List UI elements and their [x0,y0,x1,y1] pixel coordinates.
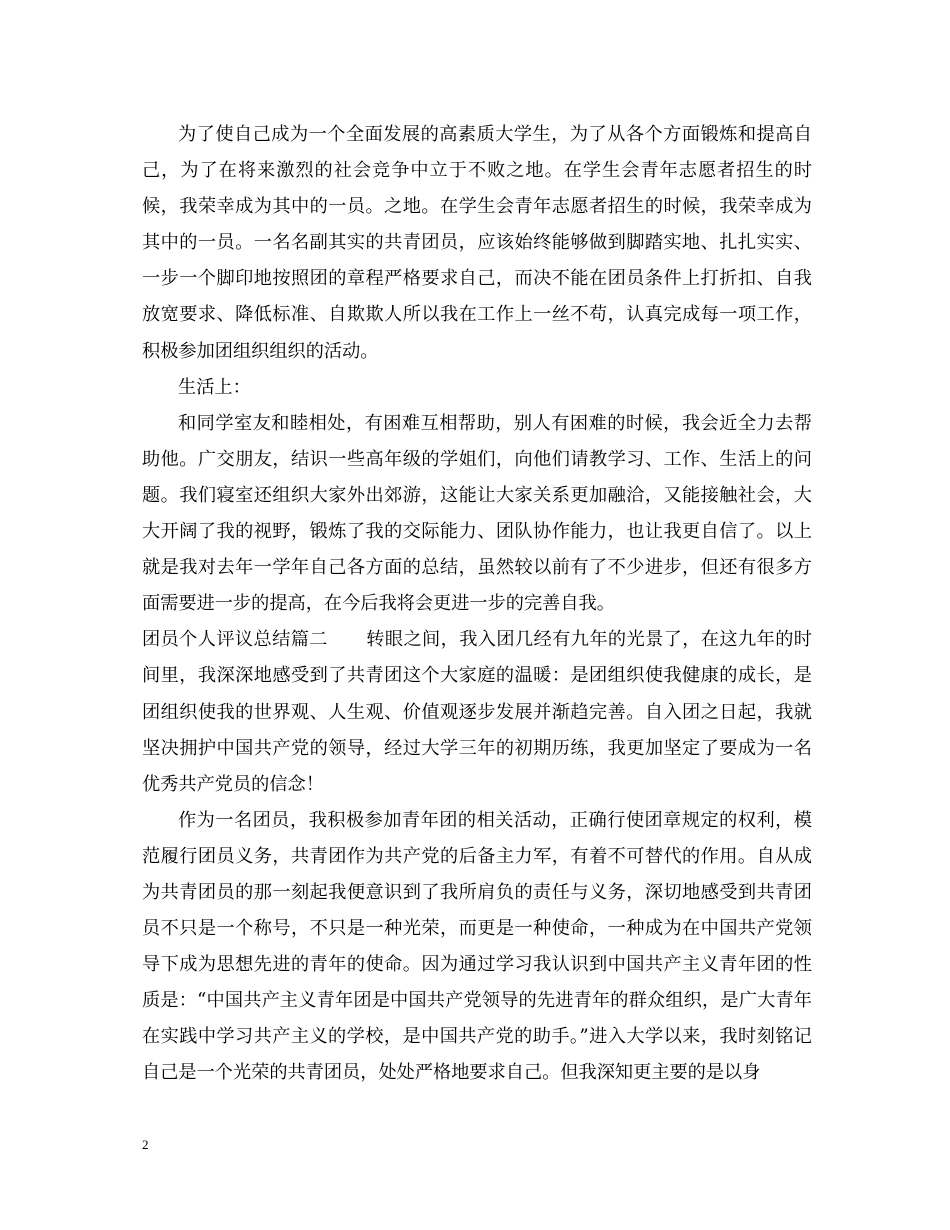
page-number: 2 [142,1137,149,1152]
paragraph-volunteer: 为了使自己成为一个全面发展的高素质大学生，为了从各个方面锻炼和提高自己，为了在将来激烈的社会竞争中立于不败之地。在学生会青年志愿者招生的时候，我荣幸成为其中的一员。之地。在学生会青年志愿者招生的时候，我荣幸成为其中的一员。一名名副其实的共青团员，应该始终能够做到脚踏实地、扎扎实实、一步一个脚印地按照团的章程严格要求自己，而决不能在团员条件上打折扣、自我放宽要求、降低标准、自欺欺人所以我在工作上一丝不苟，认真完成每一项工作，积极参加团组织组织的活动。 [142,124,812,362]
section-two [142,622,812,802]
paragraph-life: 和同学室友和睦相处，有困难互相帮助，别人有困难的时候，我会近全力去帮助他。广交朋友，结识一些高年级的学姐们，向他们请教学习、工作、生活上的问题。我们寝室还组织大家外出郊游，这能让大家关系更加融洽，又能接触社会，大大开阔了我的视野，锻炼了我的交际能力、团队协作能力，也让我更自信了。以上就是我对去年一学年自己各方面的总结，虽然较以前有了不少进步，但还有很多方面需要进一步的提高，在今后我将会更进一步的完善自我。 [142,412,812,615]
section-lead-text: 转眼之间，我入团几经有九年的光景了，在这九年的时间里，我深深地感受到了共青团这个大家庭的温暖：是团组织使我健康的成长，是团组织使我的世界观、人生观、价值观逐步发展并渐趋完善。自入团之日起，我就坚决拥护中国共产党的领导，经过大学三年的初期历练，我更加坚定了要成为一名优秀共产党员的信念！ [142,629,812,795]
paragraph-member-duty: 作为一名团员，我积极参加青年团的相关活动，正确行使团章规定的权利，模范履行团员义务，共青团作为共产党的后备主力军，有着不可替代的作用。自从成为共青团员的那一刻起我便意识到了我所肩负的责任与义务，深切地感受到共青团员不只是一个称号，不只是一种光荣，而更是一种使命，一种成为在中国共产党领导下成为思想先进的青年的使命。因为通过学习我认识到中国共产主义青年团的性质是：“中国共产主义青年团是中国共产党领导的先进青年的群众组织，是广大青年在实践中学习共产主义的学校，是中国共产党的助手。”进入大学以来，我时刻铭记自己是一个光荣的共青团员，处处严格地要求自己。但我深知更主要的是以身 [142,809,812,1084]
document-body [142,117,812,1092]
section-heading: 团员个人评议总结篇二 [142,629,328,651]
paragraph-life-heading: 生活上： [178,376,251,398]
